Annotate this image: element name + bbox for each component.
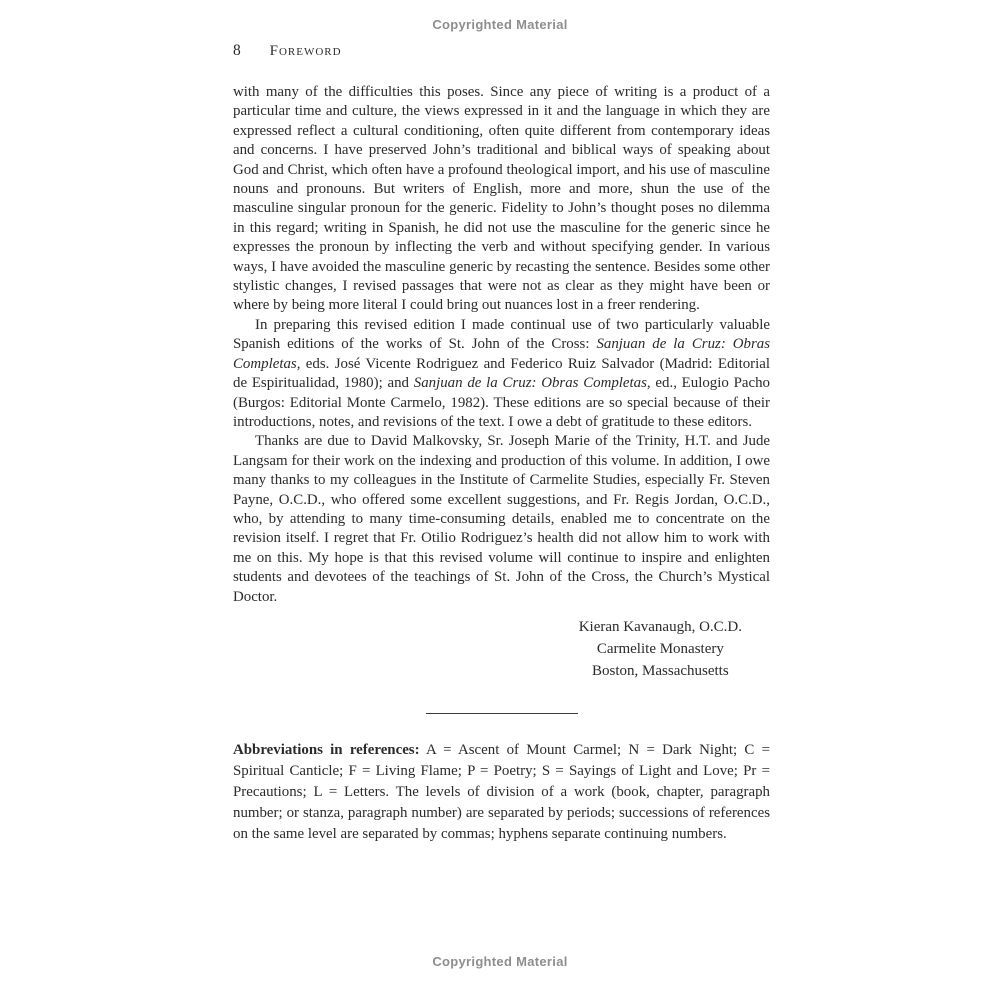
copyright-notice-top: Copyrighted Material [432,17,568,32]
section-title: Foreword [269,43,342,59]
paragraph [233,432,770,607]
text-run: Sanjuan de la Cruz: Obras Completas [413,375,647,392]
running-header [233,42,770,60]
text-run: Sanjuan de la Cruz: Obras Completas, [233,336,770,372]
signature-line: Boston, Massachusetts [592,662,729,679]
signature-block [579,616,742,682]
paragraph [233,83,770,316]
text-run: , ed., Eulogio Pacho (Burgos: Editorial Monte Carmelo, 1982). These editions are so special because of their introductions, notes, and revisions of the text. I owe a debt of gratitude to these editors. [233,375,770,430]
text-run: In preparing this revised edition I made continual use of two particularly valuable Spanish editions of the works of St. John of the Cross: [233,316,770,353]
text-run: with many of the difficulties this poses. Since any piece of writing is a product of a particular time and culture, the views expressed in it and the language in which they are expressed reflect a cultural conditioning, often quite different from contemporary ideas and concerns. I have preserved John’s traditional and biblical ways of speaking about God and Christ, which often have a profound theological import, and his use of masculine nouns and pronouns. But writers of English, more and more, shun the use of the masculine singular pronoun for the generic. Fidelity to John’s thought poses no dilemma in this regard; writing in Spanish, he did not use the masculine for the generic since he expresses the pronoun by inflecting the verb and without specifying gender. In various ways, I have avoided the masculine generic by recasting the sentence. Besides some other stylistic changes, I revised passages that were not as clear as they might have been or where by being more literal I could bring out nuances lost in a freer rendering. [233,84,770,314]
paragraph [233,316,770,432]
page-number: 8 [233,42,241,59]
text-run: Thanks are due to David Malkovsky, Sr. Joseph Marie of the Trinity, H.T. and Jude Langsam for their work on the indexing and production of this volume. In addition, I owe many thanks to my colleagues in the Institute of Carmelite Studies, especially Fr. Steven Payne, O.C.D., who offered some excellent suggestions, and Fr. Regis Jordan, O.C.D., who, by attending to many time-consuming details, enabled me to concentrate on the revision itself. I regret that Fr. Otilio Rodriguez’s health did not allow him to work with me on this. My hope is that this revised volume will continue to inspire and enlighten students and devotees of the teachings of St. John of the Cross, the Church’s Mystical Doctor. [233,433,770,605]
page-content [233,42,770,845]
text-run: Abbreviations in references: [233,741,420,758]
signature-line: Carmelite Monastery [596,640,724,657]
abbreviations-note [233,740,770,845]
text-run: eds. José Vicente Rodriguez and Federico Ruiz Salvador (Madrid: Editorial de Espiritualidad, 1980); and [233,355,770,392]
text-run: A = Ascent of Mount Carmel; N = Dark Night; C = Spiritual Canticle; F = Living Flame; P = Poetry; S = Sayings of Light and Love; Pr = Precautions; L = Letters. The levels of division of a work (book, chapter, paragraph number; or stanza, paragraph number) are separated by periods; successions of references on the same level are separated by commas; hyphens separate continuing numbers. [233,741,771,842]
signature-line: Kieran Kavanaugh, O.C.D. [578,618,742,635]
copyright-notice-bottom: Copyrighted Material [432,954,568,969]
body-paragraphs [233,83,770,607]
section-divider [426,713,578,714]
